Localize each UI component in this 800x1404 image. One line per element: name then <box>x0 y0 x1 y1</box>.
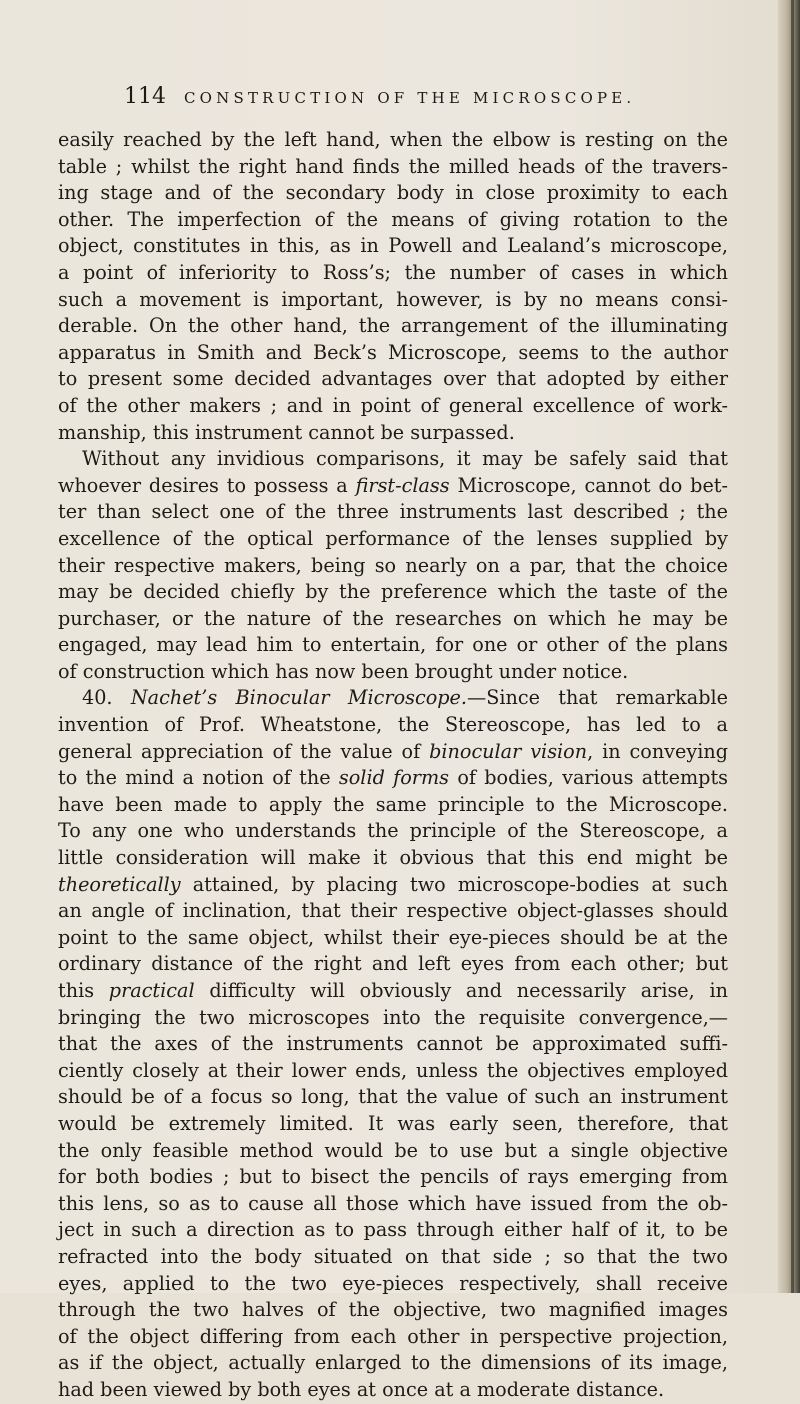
text-line: Without any invidious comparisons, it may be safely said that <box>82 447 728 471</box>
text-line: general appreciation of the value of binocular vision, in conveying <box>58 739 728 763</box>
text-line: excellence of the optical performance of the lenses supplied by <box>58 526 728 550</box>
text-line: to present some decided advantages over that adopted by either <box>58 367 728 391</box>
text-line: the only feasible method would be to use but a single objective <box>58 1138 728 1162</box>
text-line: for both bodies ; but to bisect the pencils of rays emerging from <box>58 1165 728 1189</box>
text-line: an angle of inclination, that their respective object-glasses should <box>58 899 728 923</box>
text-line: may be decided chiefly by the preference which the taste of the <box>58 580 728 604</box>
text-line: of the other makers ; and in point of general excellence of work- <box>58 393 728 417</box>
text-line: theoretically attained, by placing two microscope-bodies at such <box>58 872 728 896</box>
text-line: ing stage and of the secondary body in close proximity to each <box>58 181 728 205</box>
text-line: engaged, may lead him to entertain, for one or other of the plans <box>58 633 728 657</box>
text-line: invention of Prof. Wheatstone, the Stereoscope, has led to a <box>58 713 728 737</box>
text-line: such a movement is important, however, is by no means consi- <box>58 287 728 311</box>
text-line: derable. On the other hand, the arrangement of the illuminating <box>58 314 728 338</box>
text-line: purchaser, or the nature of the researches on which he may be <box>58 606 728 630</box>
text-line: bringing the two microscopes into the requisite convergence,— <box>58 1005 728 1029</box>
text-line: of the object differing from each other in perspective projection, <box>58 1324 728 1348</box>
text-line: To any one who understands the principle of the Stereoscope, a <box>58 819 728 843</box>
text-line: would be extremely limited. It was early seen, therefore, that <box>58 1111 728 1135</box>
text-line: apparatus in Smith and Beck’s Microscope, seems to the author <box>58 340 728 364</box>
text-line: object, constitutes in this, as in Powell and Lealand’s microscope, <box>58 234 728 258</box>
text-line: other. The imperfection of the means of giving rotation to the <box>58 207 728 231</box>
section-heading-line: 40. Nachet’s Binocular Microscope.—Since that remarkable <box>82 686 728 710</box>
text-line: ject in such a direction as to pass through either half of it, to be <box>58 1218 728 1242</box>
text-line: manship, this instrument cannot be surpassed. <box>58 420 515 444</box>
text-line: point to the same object, whilst their eye-pieces should be at the <box>58 925 728 949</box>
text-line: of construction which has now been brought under notice. <box>58 659 629 683</box>
text-line: this lens, so as to cause all those which have issued from the ob- <box>58 1191 728 1215</box>
text-line: ciently closely at their lower ends, unless the objectives employed <box>58 1058 728 1082</box>
page-header <box>124 84 644 114</box>
text-line: their respective makers, being so nearly on a par, that the choice <box>58 553 728 577</box>
text-line: should be of a focus so long, that the value of such an instrument <box>58 1085 728 1109</box>
text-line: little consideration will make it obvious that this end might be <box>58 846 728 870</box>
text-line: table ; whilst the right hand finds the milled heads of the travers- <box>58 154 728 178</box>
page-number: 114 <box>124 84 166 109</box>
text-line: had been viewed by both eyes at once at a moderate distance. <box>58 1377 665 1401</box>
running-title: CONSTRUCTION OF THE MICROSCOPE. <box>184 89 636 107</box>
page-edge-shadow <box>778 0 800 1293</box>
text-line: easily reached by the left hand, when the elbow is resting on the <box>58 128 728 151</box>
text-line: ter than select one of the three instruments last described ; the <box>58 500 728 524</box>
text-line: have been made to apply the same principle to the Microscope. <box>58 792 728 816</box>
text-line: as if the object, actually enlarged to the dimensions of its image, <box>58 1351 728 1375</box>
text-line: this practical difficulty will obviously and necessarily arise, in <box>58 979 728 1002</box>
text-line: to the mind a notion of the solid forms of bodies, various attempts <box>58 766 729 790</box>
text-line: that the axes of the instruments cannot be approximated suffi- <box>58 1032 728 1056</box>
body-text <box>58 127 728 1404</box>
text-line: whoever desires to possess a first-class Microscope, cannot do bet- <box>58 473 728 497</box>
text-line: ordinary distance of the right and left eyes from each other; but <box>58 952 728 976</box>
text-line: eyes, applied to the two eye-pieces respectively, shall receive <box>58 1271 728 1295</box>
text-line: a point of inferiority to Ross’s; the number of cases in which <box>58 260 728 284</box>
text-line: through the two halves of the objective, two magnified images <box>58 1298 728 1322</box>
text-line: refracted into the body situated on that side ; so that the two <box>58 1244 728 1268</box>
